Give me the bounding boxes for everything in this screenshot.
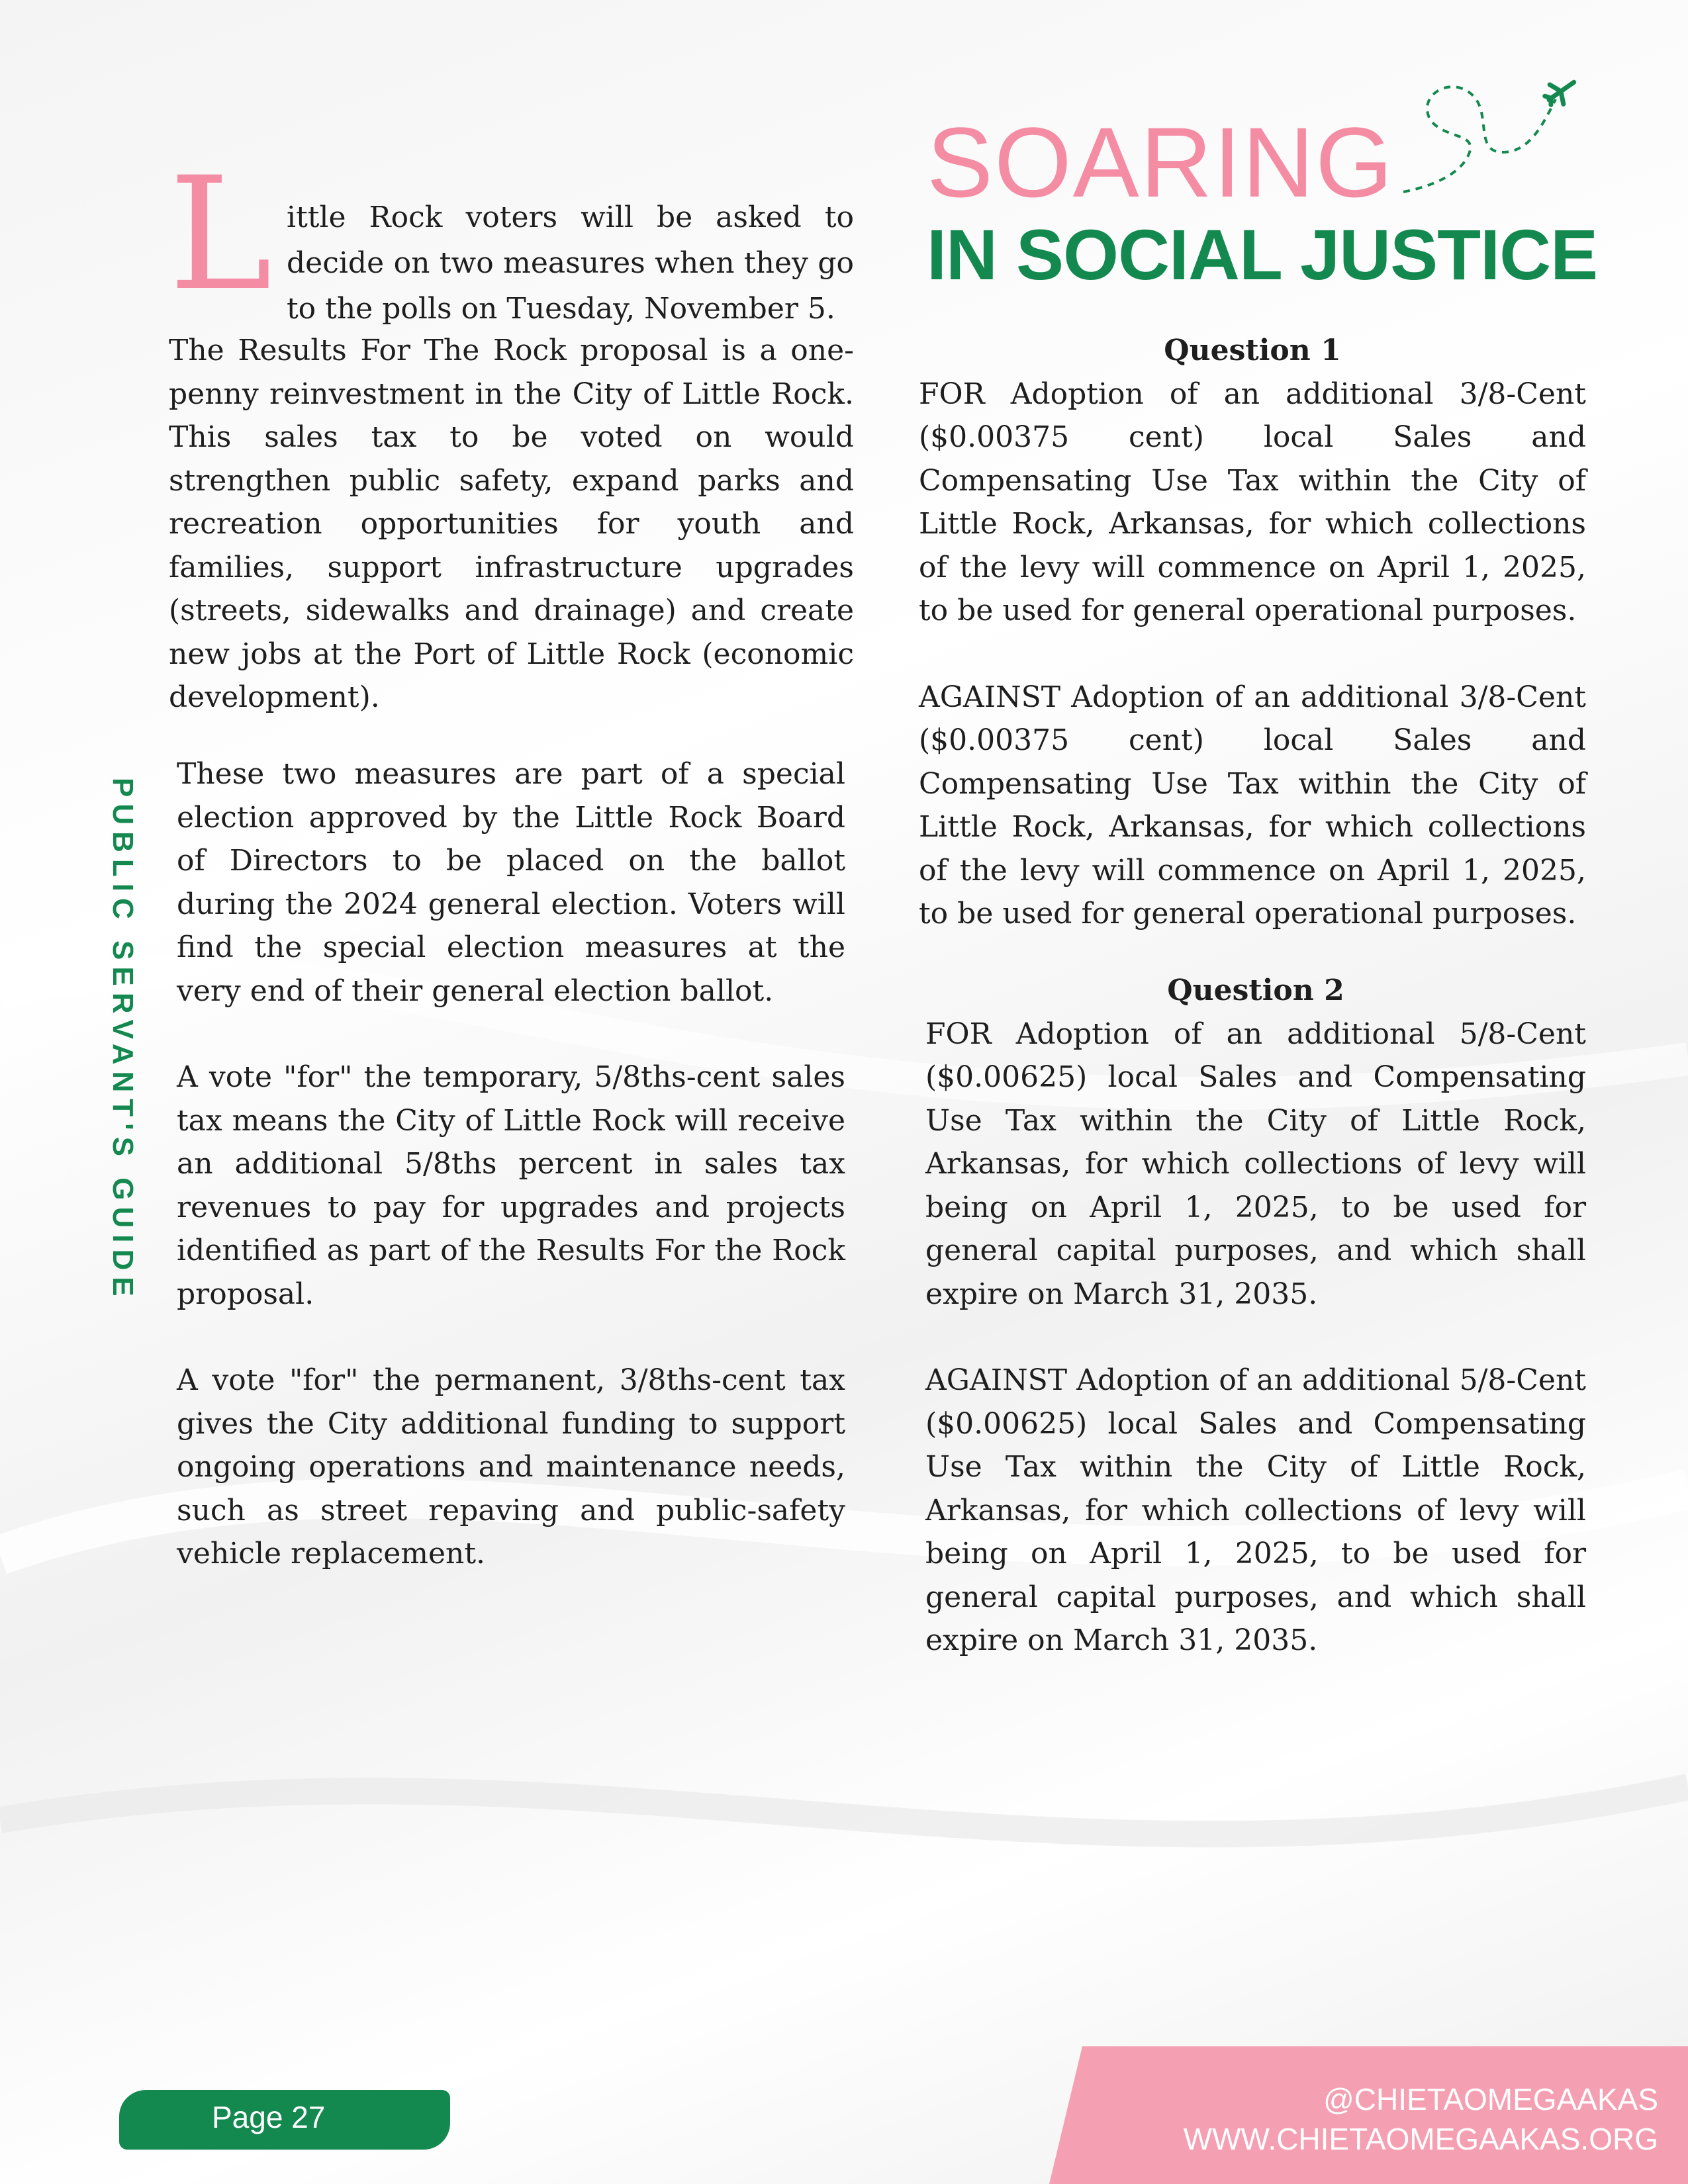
question-1-for: FOR Adoption of an additional 3/8-Cent ($0.00375 cent) local Sales and Compensating Use Tax within the City of Little Rock, Arkansas, for which collections of the levy will commence on April 1, 2025, to be used for general operational purposes. xyxy=(919,377,1586,627)
question-2-block xyxy=(925,969,1586,1662)
paragraph-results-for-the-rock: The Results For The Rock proposal is a one-penny reinvestment in the City of Little Rock. This sales tax to be voted on would strengthen public safety, expand parks and recreation opportunities for youth and families, support infrastructure upgrades (streets, sidewalks and drainage) and create new jobs at the Port of Little Rock (economic development). xyxy=(169,334,854,714)
social-handle: @CHIETAOMEGAAKAS xyxy=(1323,2082,1658,2116)
paragraph-special-election: These two measures are part of a special election approved by the Little Rock Board of Directors to be placed on the ballot during the 2024 general election. Voters will find the special election measures at the very end of their general election ballot. xyxy=(177,757,845,1008)
intro-text: ittle Rock voters will be asked to decide on two measures when they go to the polls on Tuesday, November 5. xyxy=(287,201,854,326)
left-paragraphs-block xyxy=(177,752,845,1576)
drop-cap-letter: L xyxy=(169,144,273,325)
question-1-title: Question 1 xyxy=(1164,334,1341,367)
airplane-icon xyxy=(1390,60,1589,205)
question-2-for: FOR Adoption of an additional 5/8-Cent ($0.00625) local Sales and Compensating Use Tax within the City of Little Rock, Arkansas, for which collections of levy will being on April 1, 2025, to be used for general capital purposes, and which shall expire on March 31, 2035. xyxy=(925,1017,1586,1311)
left-paragraph-1-block xyxy=(169,329,854,719)
page-number-label: Page 27 xyxy=(212,2100,326,2134)
paragraph-temporary-tax: A vote "for" the temporary, 5/8ths-cent sales tax means the City of Little Rock will receive an additional 5/8ths percent in sales tax revenues to pay for upgrades and projects identified as part of the Results For the Rock proposal. xyxy=(177,1060,845,1311)
website-url[interactable]: WWW.CHIETAOMEGAAKAS.ORG xyxy=(1183,2122,1658,2156)
page-number-badge xyxy=(119,2090,450,2150)
footer-social-banner xyxy=(1049,2046,1688,2184)
title-soaring: SOARING xyxy=(927,107,1394,218)
paragraph-permanent-tax: A vote "for" the permanent, 3/8ths-cent tax gives the City additional funding to support ongoing operations and maintenance needs, such as street repaving and public-safety vehicle replacement. xyxy=(177,1363,845,1570)
question-1-against: AGAINST Adoption of an additional 3/8-Cent ($0.00375 cent) local Sales and Compensating Use Tax within the City of Little Rock, Arkansas, for which collections of the levy will commence on April 1, 2025, to be used for general operational purposes. xyxy=(919,680,1586,931)
question-2-title: Question 2 xyxy=(1167,974,1344,1007)
side-label-public-servants-guide: PUBLIC SERVANT'S GUIDE xyxy=(107,778,139,1303)
question-1-block xyxy=(919,329,1586,936)
question-2-against: AGAINST Adoption of an additional 5/8-Cent ($0.00625) local Sales and Compensating Use Tax within the City of Little Rock, Arkansas, for which collections of levy will being on April 1, 2025, to be used for general capital purposes, and which shall expire on March 31, 2035. xyxy=(925,1363,1586,1657)
title-in-social-justice: IN SOCIAL JUSTICE xyxy=(927,214,1598,295)
